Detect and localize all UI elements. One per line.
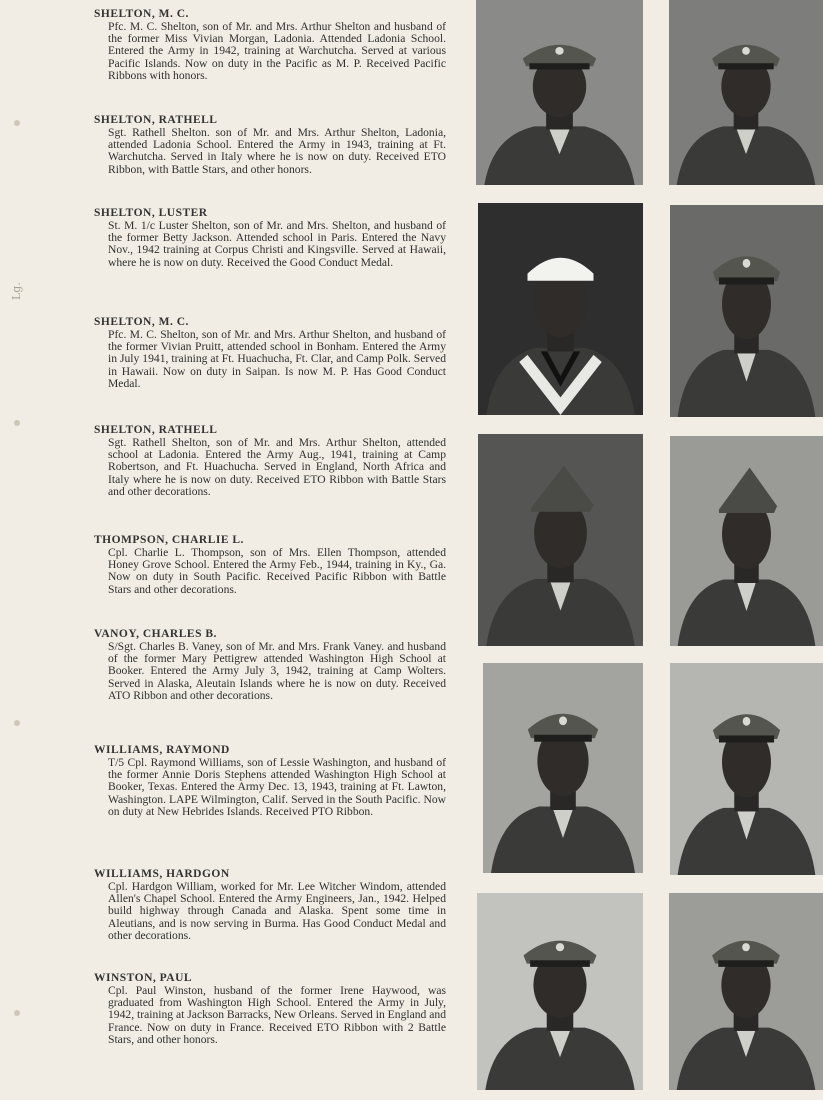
portrait-photo bbox=[476, 0, 643, 185]
entry-text: Cpl. Hardgon William, worked for Mr. Lee Witcher Windom, attended Allen's Chapel School. Entered the Army Engineers, Jan., 1942. Helped build highway through Canada and Alaska. Spent some time in Aleutians, and is now serving in Burma. Has Good Conduct Medal and other decorations. bbox=[108, 880, 446, 942]
entry-name: WINSTON, PAUL bbox=[94, 972, 193, 984]
entry-text: Cpl. Paul Winston, husband of the former Irene Haywood, was graduated from Washington High School. Entered the Army in July, 1942, training at Jackson Barracks, New Orleans. Served in England and France. Now on duty in France. Received ETO Ribbon with 2 Battle Stars, and other honors. bbox=[108, 984, 446, 1046]
entry bbox=[94, 744, 446, 818]
portrait-image bbox=[669, 893, 823, 1090]
entry-text: S/Sgt. Charles B. Vaney, son of Mr. and Mrs. Frank Vaney. and husband of the former Mary Pettigrew attended Washington High School at Booker. Entered the Army July 3, 1942, training at Camp Wolters. Served in Alaska, Aleutain Islands where he is now on duty. Received ATO Ribbon and other decorations. bbox=[108, 640, 446, 702]
portrait-image bbox=[670, 436, 823, 646]
binder-holes bbox=[14, 120, 24, 1020]
entry-name: WILLIAMS, RAYMOND bbox=[94, 744, 230, 756]
portrait-image bbox=[476, 0, 643, 185]
entry-text: St. M. 1/c Luster Shelton, son of Mr. and Mrs. Shelton, and husband of the former Betty Jackson. Attended school in Paris. Entered the Navy Nov., 1942 training at Corpus Christi and Kingsville. Served at Hawaii, where he is now on duty. Received the Good Conduct Medal. bbox=[108, 219, 446, 269]
portrait-image bbox=[478, 434, 643, 646]
portrait-photo bbox=[478, 203, 643, 415]
entry-text: Sgt. Rathell Shelton. son of Mr. and Mrs. Arthur Shelton, Ladonia, attended Ladonia School. Entered the Army in 1943, training at Ft. Warchutcha. Served in Italy where he is now on duty. Received ETO Ribbon, with Battle Stars, and other honors. bbox=[108, 126, 446, 176]
portrait-image bbox=[670, 663, 823, 875]
entry bbox=[94, 316, 446, 390]
portrait-image bbox=[477, 893, 643, 1090]
portrait-photo bbox=[483, 663, 643, 873]
portrait-photo bbox=[670, 436, 823, 646]
entry-text: T/5 Cpl. Raymond Williams, son of Lessie Washington, and husband of the former Annie Doris Stephens attended Washington High School at Booker, Texas. Entered the Army Dec. 13, 1943, training at Ft. Lawton, Washington. LAPE Wilmington, Calif. Served in the South Pacific. Now on duty at New Hebrides Islands. Received PTO Ribbon. bbox=[108, 756, 446, 818]
portrait-photo bbox=[670, 663, 823, 875]
entry bbox=[94, 972, 446, 1046]
portrait-photo bbox=[669, 0, 823, 185]
entry bbox=[94, 628, 446, 702]
portrait-photo bbox=[477, 893, 643, 1090]
portrait-photo bbox=[478, 434, 643, 646]
entry-name: SHELTON, RATHELL bbox=[94, 114, 218, 126]
entry bbox=[94, 207, 446, 269]
entry bbox=[94, 114, 446, 176]
portrait-image bbox=[669, 0, 823, 185]
entry bbox=[94, 534, 446, 596]
portrait-photo bbox=[669, 893, 823, 1090]
entry-name: VANOY, CHARLES B. bbox=[94, 628, 217, 640]
entry bbox=[94, 424, 446, 498]
entry-text: Pfc. M. C. Shelton, son of Mr. and Mrs. Arthur Shelton, and husband of the former Vivian Pruitt, attended school in Bonham. Entered the Army in July 1941, training at Ft. Huachucha, Ft. Clar, and Camp Polk. Served in Hawaii. Now on duty in Saipan. Is now M. P. Has Good Conduct Medal. bbox=[108, 328, 446, 390]
margin-note: Lg. bbox=[10, 282, 23, 300]
portrait-image bbox=[478, 203, 643, 415]
portrait-image bbox=[483, 663, 643, 873]
entry-text: Sgt. Rathell Shelton, son of Mr. and Mrs. Arthur Shelton, attended school at Ladonia. Entered the Army Aug., 1941, training at Camp Robertson, and Ft. Huachucha. Served in England, North Africa and Italy where he is now on duty. Received ETO Ribbon with Battle Stars and other decorations. bbox=[108, 436, 446, 498]
entry-text: Pfc. M. C. Shelton, son of Mr. and Mrs. Arthur Shelton and husband of the former Miss Vivian Morgan, Ladonia. Attended Ladonia School. Entered the Army in 1942, training at Warchutcha. Served at various Pacific Islands. Now on duty in the Pacific as M. P. Received Pacific Ribbons with honors. bbox=[108, 20, 446, 82]
entry-name: SHELTON, RATHELL bbox=[94, 424, 218, 436]
entry-name: SHELTON, M. C. bbox=[94, 316, 189, 328]
entry-name: SHELTON, M. C. bbox=[94, 8, 189, 20]
portrait-photo bbox=[670, 205, 823, 417]
entry-text: Cpl. Charlie L. Thompson, son of Mrs. Ellen Thompson, attended Honey Grove School. Entered the Army Feb., 1944, training in Ky., Ga. Now on duty in South Pacific. Received Pacific Ribbon with Battle Stars and other decorations. bbox=[108, 546, 446, 596]
entry bbox=[94, 8, 446, 82]
portrait-image bbox=[670, 205, 823, 417]
entry-name: SHELTON, LUSTER bbox=[94, 207, 208, 219]
entry-name: WILLIAMS, HARDGON bbox=[94, 868, 230, 880]
entry bbox=[94, 868, 446, 942]
entry-name: THOMPSON, CHARLIE L. bbox=[94, 534, 244, 546]
